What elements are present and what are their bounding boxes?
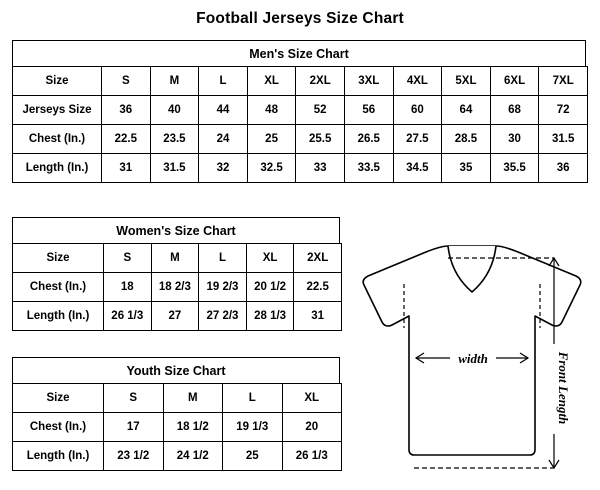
mens-size-chart-table bbox=[12, 40, 588, 183]
table-cell: 3XL bbox=[344, 67, 393, 96]
table-cell: 25.5 bbox=[296, 125, 345, 154]
table-cell: 30 bbox=[490, 125, 539, 154]
mens-size-chart-caption: Men's Size Chart bbox=[12, 40, 586, 66]
table-cell: 31.5 bbox=[539, 125, 588, 154]
table-cell: S bbox=[102, 67, 151, 96]
table-cell: 36 bbox=[102, 96, 151, 125]
table-cell: 23 1/2 bbox=[104, 442, 164, 471]
table-row bbox=[13, 96, 588, 125]
table-cell: 32 bbox=[199, 154, 248, 183]
table-cell: XL bbox=[282, 384, 342, 413]
table-cell: 31 bbox=[294, 302, 342, 331]
womens-size-chart-caption: Women's Size Chart bbox=[12, 217, 340, 243]
youth-size-chart-table bbox=[12, 357, 342, 471]
table-cell: 28.5 bbox=[442, 125, 491, 154]
table-cell: 35.5 bbox=[490, 154, 539, 183]
table-cell: 25 bbox=[247, 125, 296, 154]
table-row bbox=[13, 384, 342, 413]
row-label: Jerseys Size bbox=[13, 96, 102, 125]
table-cell: M bbox=[151, 244, 199, 273]
table-row bbox=[13, 154, 588, 183]
table-cell: L bbox=[199, 244, 247, 273]
table-cell: 6XL bbox=[490, 67, 539, 96]
table-cell: 27 bbox=[151, 302, 199, 331]
row-label: Length (In.) bbox=[13, 442, 104, 471]
row-label: Chest (In.) bbox=[13, 273, 104, 302]
table-row bbox=[13, 302, 342, 331]
table-cell: 19 2/3 bbox=[199, 273, 247, 302]
table-cell: 56 bbox=[344, 96, 393, 125]
table-cell: 64 bbox=[442, 96, 491, 125]
table-cell: 23.5 bbox=[150, 125, 199, 154]
table-cell: 31.5 bbox=[150, 154, 199, 183]
table-cell: 4XL bbox=[393, 67, 442, 96]
table-cell: 18 2/3 bbox=[151, 273, 199, 302]
table-cell: 7XL bbox=[539, 67, 588, 96]
width-label: width bbox=[458, 351, 488, 366]
youth-size-chart-section bbox=[12, 357, 342, 471]
table-row bbox=[13, 273, 342, 302]
table-cell: M bbox=[150, 67, 199, 96]
table-row bbox=[13, 125, 588, 154]
table-row bbox=[13, 67, 588, 96]
table-cell: 26.5 bbox=[344, 125, 393, 154]
table-cell: 28 1/3 bbox=[246, 302, 294, 331]
table-cell: 33 bbox=[296, 154, 345, 183]
row-label: Chest (In.) bbox=[13, 413, 104, 442]
table-cell: 20 1/2 bbox=[246, 273, 294, 302]
row-label: Chest (In.) bbox=[13, 125, 102, 154]
table-cell: 27.5 bbox=[393, 125, 442, 154]
table-cell: M bbox=[163, 384, 223, 413]
table-cell: 25 bbox=[223, 442, 283, 471]
table-cell: L bbox=[223, 384, 283, 413]
table-cell: 18 1/2 bbox=[163, 413, 223, 442]
mens-size-chart-section bbox=[12, 40, 588, 183]
table-cell: S bbox=[104, 384, 164, 413]
table-cell: 72 bbox=[539, 96, 588, 125]
table-cell: 24 1/2 bbox=[163, 442, 223, 471]
table-cell: 48 bbox=[247, 96, 296, 125]
youth-size-chart-caption: Youth Size Chart bbox=[12, 357, 340, 383]
womens-size-chart-section bbox=[12, 217, 342, 331]
table-cell: 26 1/3 bbox=[282, 442, 342, 471]
row-label: Length (In.) bbox=[13, 302, 104, 331]
page-title: Football Jerseys Size Chart bbox=[196, 10, 404, 27]
table-cell: XL bbox=[246, 244, 294, 273]
table-cell: XL bbox=[247, 67, 296, 96]
row-label: Size bbox=[13, 67, 102, 96]
table-cell: 35 bbox=[442, 154, 491, 183]
row-label: Length (In.) bbox=[13, 154, 102, 183]
jersey-measurement-diagram bbox=[352, 236, 592, 480]
front-length-label: Front Length bbox=[556, 351, 571, 425]
row-label: Size bbox=[13, 244, 104, 273]
table-cell: 60 bbox=[393, 96, 442, 125]
table-cell: 2XL bbox=[296, 67, 345, 96]
table-cell: L bbox=[199, 67, 248, 96]
table-cell: 22.5 bbox=[294, 273, 342, 302]
table-cell: 44 bbox=[199, 96, 248, 125]
table-row bbox=[13, 244, 342, 273]
table-cell: S bbox=[104, 244, 152, 273]
table-row bbox=[13, 413, 342, 442]
table-cell: 27 2/3 bbox=[199, 302, 247, 331]
table-cell: 5XL bbox=[442, 67, 491, 96]
table-row bbox=[13, 442, 342, 471]
table-cell: 18 bbox=[104, 273, 152, 302]
row-label: Size bbox=[13, 384, 104, 413]
table-cell: 31 bbox=[102, 154, 151, 183]
table-cell: 32.5 bbox=[247, 154, 296, 183]
table-cell: 19 1/3 bbox=[223, 413, 283, 442]
table-cell: 52 bbox=[296, 96, 345, 125]
womens-size-chart-table bbox=[12, 217, 342, 331]
table-cell: 20 bbox=[282, 413, 342, 442]
table-cell: 17 bbox=[104, 413, 164, 442]
table-cell: 40 bbox=[150, 96, 199, 125]
table-cell: 26 1/3 bbox=[104, 302, 152, 331]
table-cell: 24 bbox=[199, 125, 248, 154]
table-cell: 22.5 bbox=[102, 125, 151, 154]
table-cell: 2XL bbox=[294, 244, 342, 273]
table-cell: 34.5 bbox=[393, 154, 442, 183]
table-cell: 36 bbox=[539, 154, 588, 183]
table-cell: 33.5 bbox=[344, 154, 393, 183]
table-cell: 68 bbox=[490, 96, 539, 125]
